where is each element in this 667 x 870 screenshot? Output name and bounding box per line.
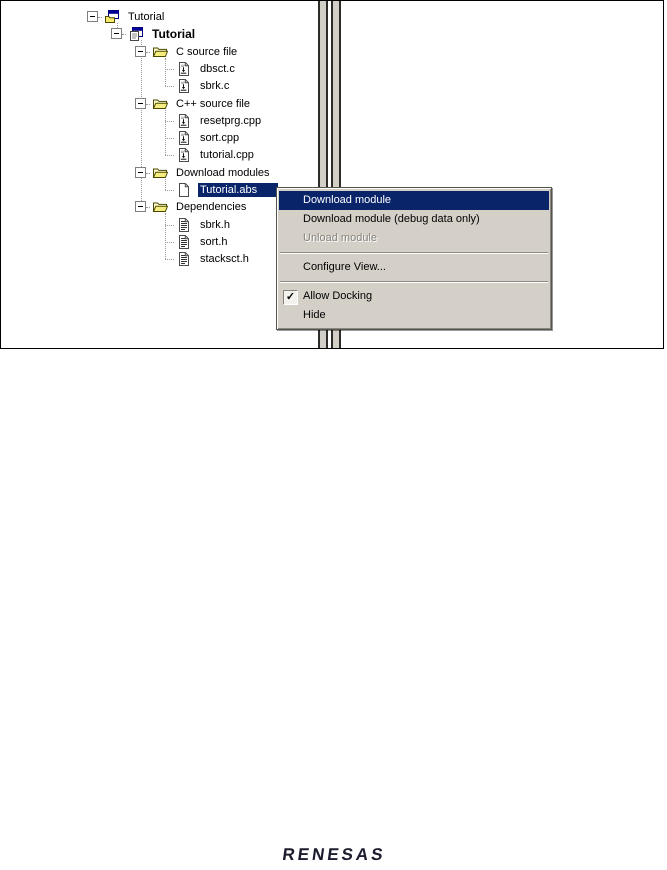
expand-box-tutorial[interactable] bbox=[87, 11, 98, 22]
source-file-icon bbox=[176, 113, 192, 129]
checkmark-icon: ✓ bbox=[283, 290, 298, 305]
menu-item-label: Hide bbox=[303, 309, 326, 321]
open-folder-icon bbox=[152, 199, 168, 215]
expand-box-download-modules[interactable] bbox=[135, 167, 146, 178]
menu-item-label: Unload module bbox=[303, 232, 377, 244]
menu-separator bbox=[280, 281, 548, 283]
menu-item-allow-docking[interactable] bbox=[279, 287, 549, 306]
tree-connector bbox=[146, 207, 151, 208]
tree-connector bbox=[165, 110, 166, 155]
tree-item-dependencies[interactable]: Dependencies bbox=[176, 200, 247, 213]
workspace-icon bbox=[104, 9, 120, 25]
expand-box-c-source-file[interactable] bbox=[135, 98, 146, 109]
tree-connector bbox=[165, 121, 175, 122]
menu-separator bbox=[280, 252, 548, 254]
minus-glyph bbox=[138, 172, 143, 173]
tree-item-resetprg-cpp[interactable]: resetprg.cpp bbox=[200, 114, 262, 127]
tree-item-sbrk-c[interactable]: sbrk.c bbox=[200, 79, 230, 92]
minus-glyph bbox=[138, 103, 143, 104]
source-file-icon bbox=[176, 78, 192, 94]
tree-item-sort-h[interactable]: sort.h bbox=[200, 235, 228, 248]
blank-file-icon bbox=[176, 182, 192, 198]
tree-connector bbox=[165, 213, 166, 259]
tree-item-sbrk-h[interactable]: sbrk.h bbox=[200, 218, 230, 231]
menu-item-download-module-debug-data-only[interactable] bbox=[279, 210, 549, 229]
minus-glyph bbox=[114, 33, 119, 34]
header-file-icon bbox=[176, 251, 192, 267]
tree-connector bbox=[165, 138, 175, 139]
expand-box-tutorial[interactable] bbox=[111, 28, 122, 39]
minus-glyph bbox=[90, 16, 95, 17]
tree-item-c-source-file[interactable]: C++ source file bbox=[176, 97, 250, 110]
tree-connector bbox=[122, 34, 127, 35]
open-folder-icon bbox=[152, 44, 168, 60]
minus-glyph bbox=[138, 51, 143, 52]
tree-item-download-modules[interactable]: Download modules bbox=[176, 166, 270, 179]
tree-connector bbox=[165, 86, 175, 87]
tree-item-tutorial-cpp[interactable]: tutorial.cpp bbox=[200, 148, 254, 161]
tree-connector bbox=[165, 58, 166, 86]
tree-connector bbox=[165, 242, 175, 243]
header-file-icon bbox=[176, 234, 192, 250]
project-icon bbox=[128, 26, 144, 42]
renesas-logo: RENESAS bbox=[280, 845, 387, 864]
source-file-icon bbox=[176, 61, 192, 77]
tree-item-stacksct-h[interactable]: stacksct.h bbox=[200, 252, 249, 265]
source-file-icon bbox=[176, 147, 192, 163]
menu-item-configure-view[interactable] bbox=[279, 258, 549, 277]
tree-connector bbox=[165, 225, 175, 226]
tree-connector bbox=[98, 17, 103, 18]
menu-item-hide[interactable] bbox=[279, 306, 549, 325]
menu-item-label: Download module bbox=[303, 194, 392, 206]
tree-connector bbox=[146, 173, 151, 174]
menu-item-label: Configure View... bbox=[303, 261, 386, 273]
header-file-icon bbox=[176, 217, 192, 233]
tree-connector bbox=[165, 155, 175, 156]
tree-connector bbox=[141, 40, 142, 207]
menu-item-label: Download module (debug data only) bbox=[303, 213, 480, 225]
tree-connector bbox=[165, 259, 175, 260]
tree-connector bbox=[165, 69, 175, 70]
tree-connector bbox=[146, 104, 151, 105]
tree-connector bbox=[165, 190, 175, 191]
menu-item-label: Allow Docking bbox=[303, 290, 373, 302]
expand-box-dependencies[interactable] bbox=[135, 201, 146, 212]
tree-item-dbsct-c[interactable]: dbsct.c bbox=[200, 62, 235, 75]
tree-item-sort-cpp[interactable]: sort.cpp bbox=[200, 131, 240, 144]
tree-item-tutorial[interactable]: Tutorial bbox=[152, 26, 196, 41]
tree-item-tutorial[interactable]: Tutorial bbox=[128, 10, 165, 23]
tree-item-c-source-file[interactable]: C source file bbox=[176, 45, 238, 58]
minus-glyph bbox=[138, 206, 143, 207]
tree-item-tutorial-abs[interactable]: Tutorial.abs bbox=[198, 183, 278, 197]
source-file-icon bbox=[176, 130, 192, 146]
screenshot-figure bbox=[0, 0, 664, 349]
expand-box-c-source-file[interactable] bbox=[135, 46, 146, 57]
tree-connector bbox=[146, 52, 151, 53]
context-menu bbox=[276, 187, 552, 330]
open-folder-icon bbox=[152, 165, 168, 181]
menu-item-unload-module[interactable] bbox=[279, 229, 549, 248]
menu-item-download-module[interactable] bbox=[279, 191, 549, 210]
open-folder-icon bbox=[152, 96, 168, 112]
